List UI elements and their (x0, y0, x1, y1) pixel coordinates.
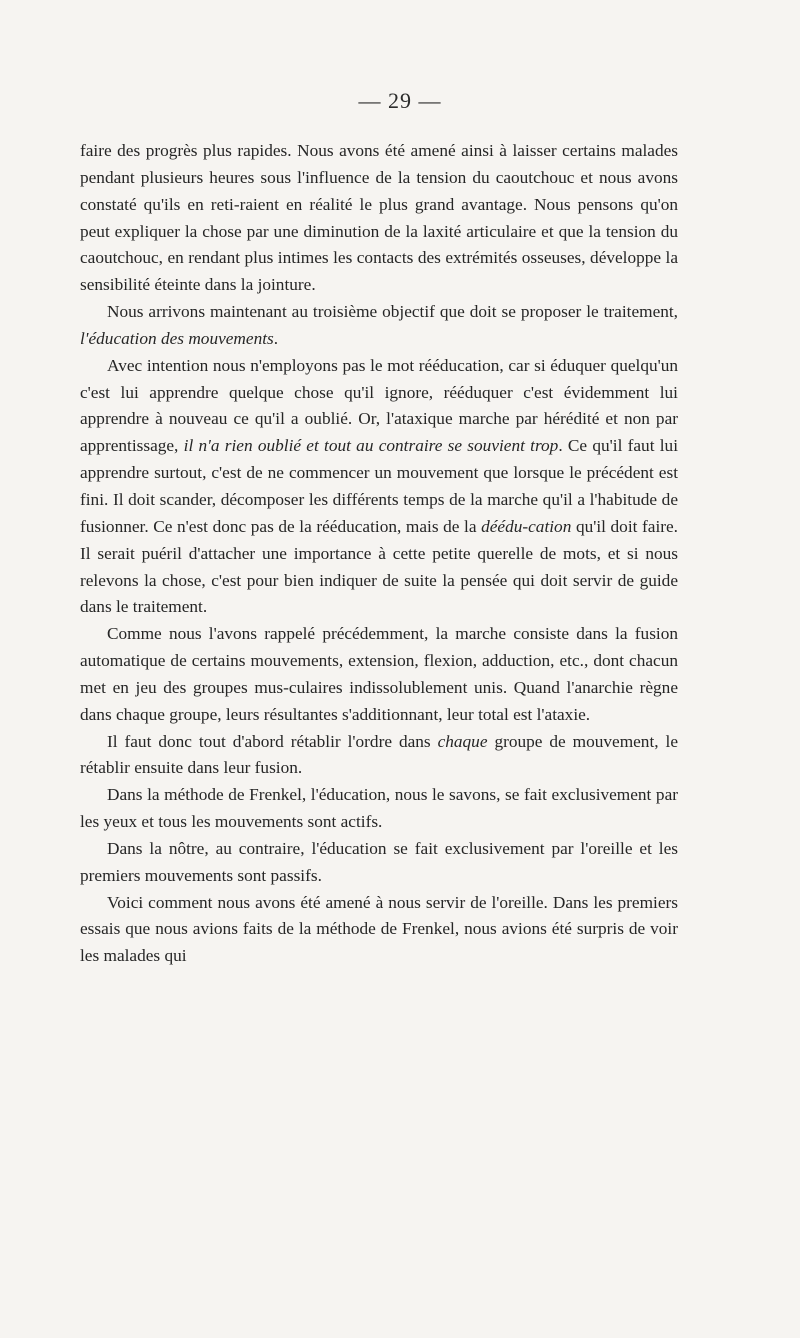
text-run: groupe de mouvement, le rétablir ensuite dans leur fusion. (80, 731, 678, 778)
page-number: — 29 — (358, 88, 442, 113)
italic-phrase: l'éducation des mouvements (80, 328, 274, 348)
text-run: faire des progrès plus rapides. Nous avons été amené ainsi à laisser certains malades pendant plusieurs heures sous l'influence de la tension du caoutchouc et nous avons constaté qu'ils en reti-raient en réalité le plus grand avantage. Nous pensons qu'on peut expliquer la chose par une diminution de la laxité articulaire et que la tension du caoutchouc, en rendant plus intimes les contacts des extrémités osseuses, développe la sensibilité éteinte dans la jointure. (80, 141, 678, 295)
paragraph-p4 (80, 621, 678, 728)
paragraph-p6 (80, 782, 678, 836)
paragraph-p1 (80, 138, 678, 299)
body-text (80, 138, 678, 970)
text-run: Dans la méthode de Frenkel, l'éducation, nous le savons, se fait exclusivement par les yeux et tous les mouvements sont actifs. (80, 785, 678, 832)
paragraph-p2 (80, 299, 678, 353)
text-run: Dans la nôtre, au contraire, l'éducation se fait exclusivement par l'oreille et les premiers mouvements sont passifs. (80, 838, 678, 885)
text-run: Voici comment nous avons été amené à nous servir de l'oreille. Dans les premiers essais que nous avions faits de la méthode de Frenkel, nous avions été surpris de voir les malades qui (80, 892, 678, 966)
text-run: qu'il doit faire. Il serait puéril d'attacher une importance à cette petite querelle de mots, et si nous relevons la chose, c'est pour bien indiquer de suite la pensée qui doit servir de guide dans le traitement. (80, 516, 678, 617)
text-run: Avec intention nous n'employons pas le mot rééducation, car si éduquer quelqu'un c'est lui apprendre quelque chose qu'il ignore, rééduquer c'est évidemment lui apprendre à nouveau ce qu'il a oublié. Or, l'ataxique marche par hérédité et non par apprentissage, (80, 355, 678, 456)
italic-phrase: il n'a rien oublié et tout au contraire se souvient trop (183, 436, 559, 456)
italic-phrase: chaque (437, 731, 488, 751)
paragraph-p3 (80, 353, 678, 621)
text-run: Comme nous l'avons rappelé précédemment, la marche consiste dans la fusion automatique de certains mouvements, extension, flexion, adduction, etc., dont chacun met en jeu des groupes mus-culaires indissolublement unis. Quand l'anarchie règne dans chaque groupe, leurs résultantes s'additionnant, leur total est l'ataxie. (80, 624, 678, 724)
text-run: Nous arrivons maintenant au troisième objectif que doit se proposer le traitement, (107, 302, 678, 322)
paragraph-p8 (80, 890, 678, 971)
text-run: Il faut donc tout d'abord rétablir l'ordre dans (107, 731, 438, 751)
text-run: . Ce qu'il faut lui apprendre surtout, c'est de ne commencer un mouvement que lorsque le précédent est fini. Il doit scander, décomposer les différents temps de la marche qu'il a l'habitude de fusionner. Ce n'est donc pas de la rééducation, mais de la (80, 436, 678, 536)
italic-phrase: déédu-cation (481, 516, 572, 536)
text-run: . (273, 328, 279, 348)
paragraph-p5 (80, 729, 678, 783)
paragraph-p7 (80, 836, 678, 890)
